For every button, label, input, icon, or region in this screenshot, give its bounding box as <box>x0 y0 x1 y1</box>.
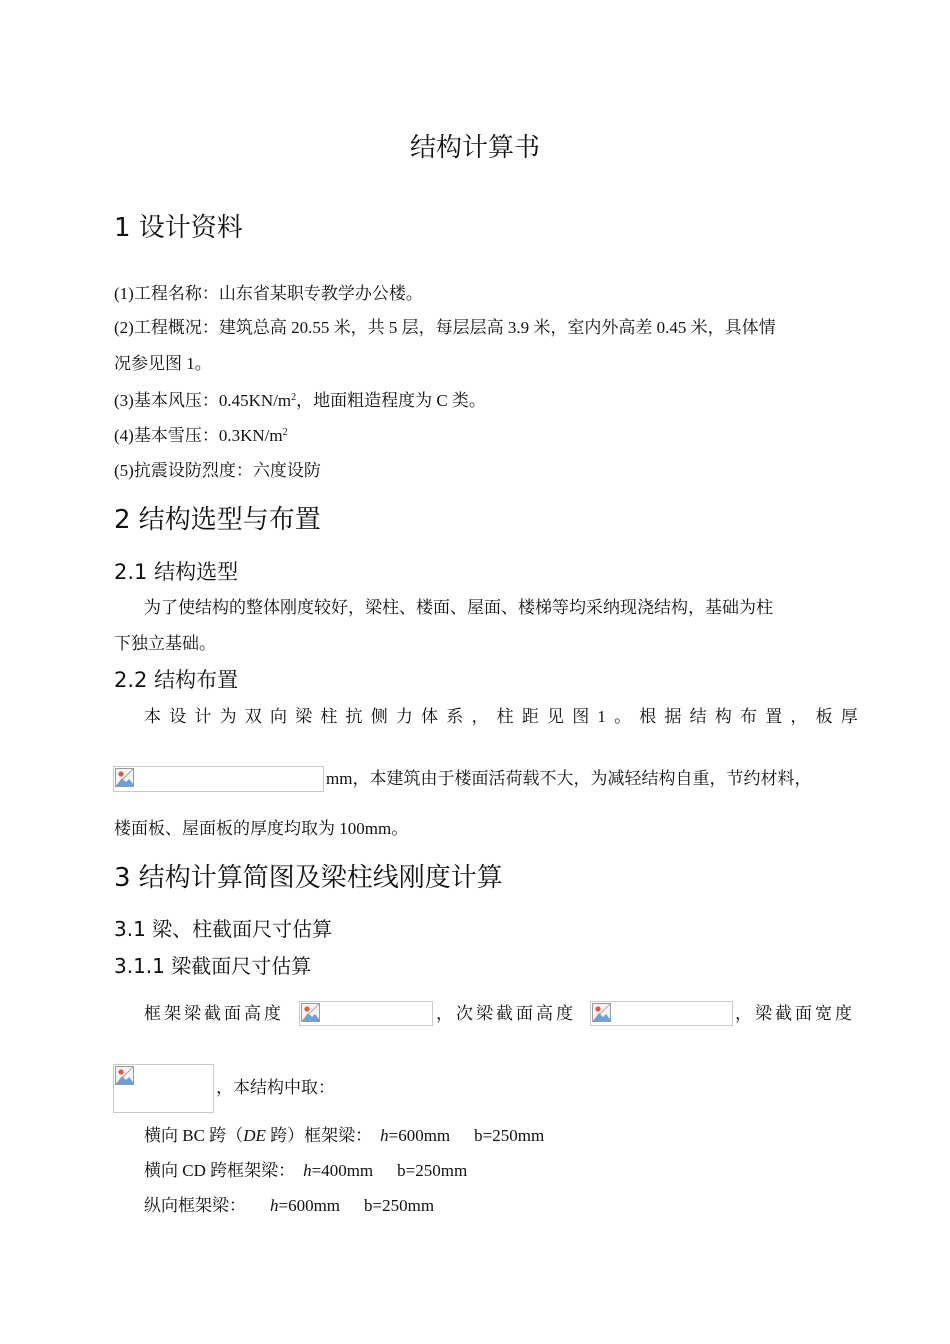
beam-width-label: ，梁截面宽度 <box>735 1004 855 1023</box>
beam-height-label: 框架梁截面高度 <box>144 1004 284 1023</box>
beam-values-intro: ，本结构中取： <box>216 1078 335 1097</box>
beam-row-bc-de: 横向 BC 跨（DE 跨）框架梁： h=600mm b=250mm <box>144 1126 545 1145</box>
superscript: 2 <box>282 427 288 438</box>
section-3-1-1-heading: 3.1.1 梁截面尺寸估算 <box>114 954 312 978</box>
section-2-heading: 2 结构选型与布置 <box>114 505 321 535</box>
secondary-beam-height-label: ，次梁截面高度 <box>436 1004 576 1023</box>
broken-image-frame-beam-height <box>299 1001 433 1026</box>
broken-image-icon <box>115 1066 134 1085</box>
beam-row-longitudinal: 纵向框架梁： h=600mm b=250mm <box>144 1196 435 1215</box>
item-project-overview-cont: 况参见图 1。 <box>114 354 212 373</box>
broken-image-slab-thickness <box>113 766 324 792</box>
item-project-overview: (2)工程概况：建筑总高 20.55 米，共 5 层，每层层高 3.9 米，室内外高差 0.45 米，具体情 <box>114 318 776 337</box>
broken-image-icon <box>592 1003 611 1022</box>
broken-image-secondary-beam-height <box>590 1001 733 1026</box>
item-snow-pressure: (4)基本雪压：$0.3KN/m^2$ <box>114 426 288 445</box>
section-2-2-heading: 2.2 结构布置 <box>114 668 239 692</box>
broken-image-icon <box>301 1003 320 1022</box>
document-title: 结构计算书 <box>409 133 540 163</box>
superscript: 2 <box>291 392 297 403</box>
paragraph-layout-cont: mm，本建筑由于楼面活荷载不大，为减轻结构自重，节约材料， <box>326 769 812 788</box>
section-1-heading: 1 设计资料 <box>114 213 243 243</box>
broken-image-icon <box>115 768 134 787</box>
beam-row-cd: 横向 CD 跨框架梁： h=400mm b=250mm <box>144 1161 468 1180</box>
item-wind-pressure: (3)基本风压：$0.45KN/m^2$，地面粗造程度为 C 类。 <box>114 391 486 410</box>
paragraph-structure-selection-cont: 下独立基础。 <box>114 634 216 653</box>
item-project-name: (1)工程名称：山东省某职专教学办公楼。 <box>114 284 423 303</box>
paragraph-layout-end: 楼面板、屋面板的厚度均取为 100mm。 <box>114 819 409 838</box>
item-seismic: (5)抗震设防烈度：六度设防 <box>114 461 321 480</box>
paragraph-layout-spread: 本 设 计 为 双 向 梁 柱 抗 侧 力 体 系 ， 柱 距 见 图 1 。 根 据 结 构 布 置 ， 板 厚 <box>144 707 858 726</box>
section-3-heading: 3 结构计算简图及梁柱线刚度计算 <box>114 863 503 893</box>
section-3-1-heading: 3.1 梁、柱截面尺寸估算 <box>114 917 333 941</box>
paragraph-structure-selection: 为了使结构的整体刚度较好，梁柱、楼面、屋面、楼梯等均采纳现浇结构，基础为柱 <box>144 598 773 617</box>
broken-image-beam-width <box>113 1064 214 1113</box>
section-2-1-heading: 2.1 结构选型 <box>114 560 239 584</box>
